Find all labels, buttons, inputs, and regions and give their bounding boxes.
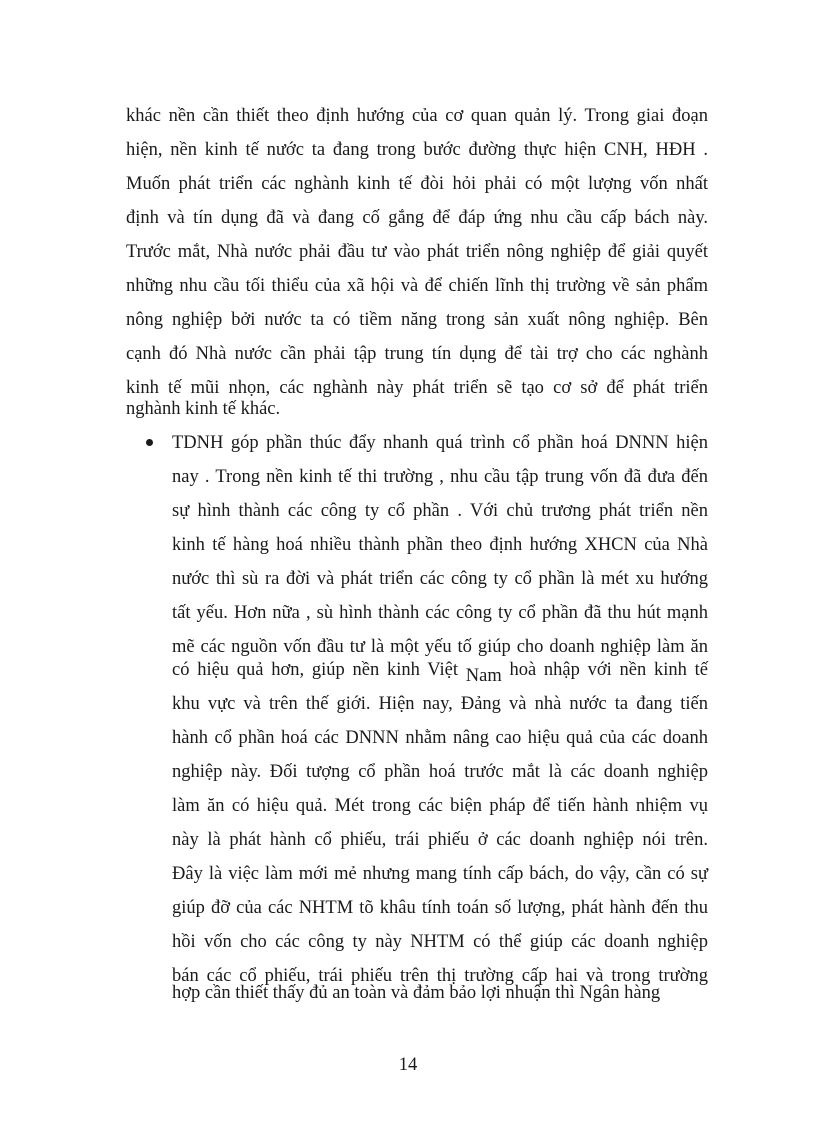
text-line: tất yếu. Hơn nữa , sù hình thành các công ty cổ phần đã thu hút mạnh [172,603,708,623]
text-line: nước thì sù ra đời và phát triển các công ty cổ phần là mét xu hướng [172,569,708,589]
text-line: định và tín dụng đã và đang cố gắng để đáp ứng nhu cầu cấp bách này. [126,208,708,228]
text-line: sự hình thành các công ty cổ phần . Với chủ trương phát triển nền [172,501,708,521]
text-line: khu vực và trên thế giới. Hiện nay, Đảng và nhà nước ta đang tiến [172,694,708,714]
text-line: Đây là việc làm mới mẻ nhưng mang tính cấp bách, do vậy, cần có sự [172,864,708,884]
text-segment: có hiệu quả hơn, giúp nền kinh Việt [172,660,466,680]
text-line: Trước mắt, Nhà nước phải đầu tư vào phát triển nông nghiệp để giải quyết [126,242,708,262]
text-line: giúp đỡ của các NHTM tõ khâu tính toán số lượng, phát hành đến thu [172,898,708,918]
text-line: kinh tế hàng hoá nhiều thành phần theo định hướng XHCN của Nhà [172,535,708,555]
text-line: hành cổ phần hoá các DNNN nhằm nâng cao hiệu quả của các doanh [172,728,708,748]
text-segment-subscript: Nam [465,666,502,686]
text-line: làm ăn có hiệu quả. Mét trong các biện pháp để tiến hành nhiệm vụ [172,796,708,816]
text-line: nghành kinh tế khác. [126,399,281,419]
text-line: nghiệp này. Đối tượng cổ phần hoá trước mắt là các doanh nghiệp [172,762,708,782]
text-line: nông nghiệp bởi nước ta có tiềm năng trong sản xuất nông nghiệp. Bên [126,310,708,330]
bullet-icon [146,439,153,446]
text-line [172,659,708,686]
text-line: kinh tế mũi nhọn, các nghành này phát triển sẽ tạo cơ sở để phát triển [126,378,708,398]
text-line: bán các cổ phiếu, trái phiếu trên thị trường cấp hai và trong trường [172,966,708,986]
text-line: hồi vốn cho các công ty này NHTM có thể giúp các doanh nghiệp [172,932,708,952]
text-line: khác nền cần thiết theo định hướng của cơ quan quản lý. Trong giai đoạn [126,106,708,126]
page-number: 14 [398,1055,418,1075]
text-line: mẽ các nguồn vốn đầu tư là một yếu tố giúp cho doanh nghiệp làm ăn [172,637,708,657]
text-line: nay . Trong nền kinh tế thi trường , nhu cầu tập trung vốn đã đưa đến [172,467,708,487]
text-line: hợp cần thiết thấy đủ an toàn và đảm bảo lợi nhuận thì Ngân hàng [172,983,661,1003]
text-line: TDNH góp phần thúc đẩy nhanh quá trình cổ phần hoá DNNN hiện [172,433,708,453]
text-segment: hoà nhập với nền kinh tế [501,660,708,680]
text-line: này là phát hành cổ phiếu, trái phiếu ở các doanh nghiệp nói trên. [172,830,708,850]
text-line: hiện, nền kinh tế nước ta đang trong bước đường thực hiện CNH, HĐH . [126,140,708,160]
text-line: Muốn phát triển các nghành kinh tế đòi hỏi phải có một lượng vốn nhất [126,174,708,194]
text-line: cạnh đó Nhà nước cần phải tập trung tín dụng để tài trợ cho các nghành [126,344,708,364]
text-line: những nhu cầu tối thiểu của xã hội và để chiến lĩnh thị trường về sản phẩm [126,276,708,296]
